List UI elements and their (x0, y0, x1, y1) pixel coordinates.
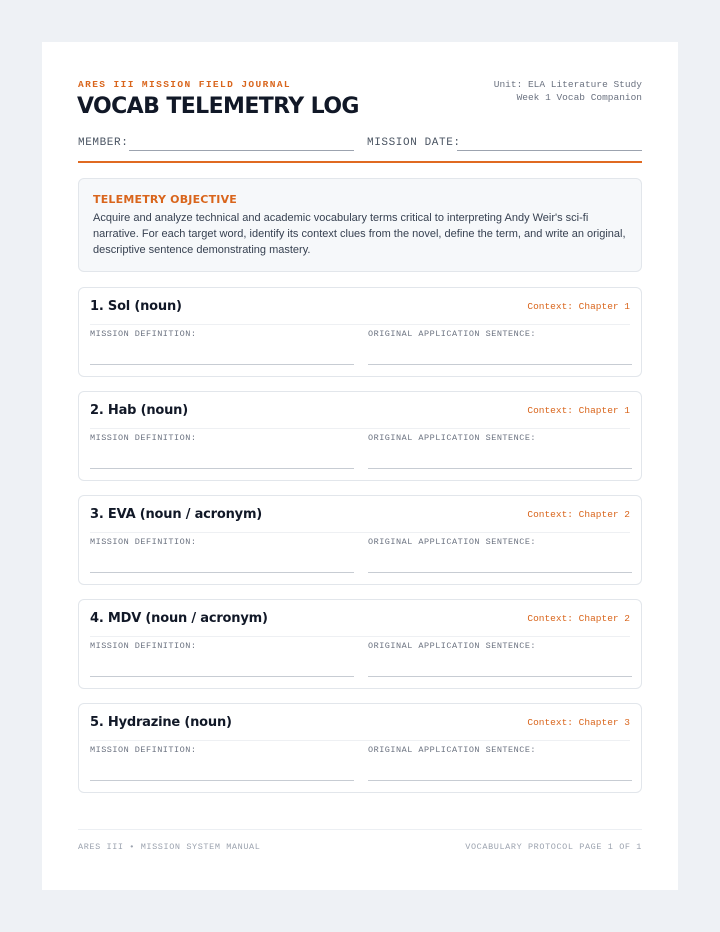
sentence-answer-line[interactable] (368, 676, 632, 677)
definition-answer-line[interactable] (90, 364, 354, 365)
context-chapter: Context: Chapter 1 (527, 301, 630, 312)
definition-answer-line[interactable] (90, 572, 354, 573)
vocab-card (78, 391, 642, 481)
unit-line: Unit: ELA Literature Study (493, 79, 642, 90)
vocab-card-header (90, 288, 630, 325)
worksheet-page (42, 42, 678, 890)
journal-kicker: ARES III MISSION FIELD JOURNAL (78, 79, 292, 90)
definition-answer-line[interactable] (90, 780, 354, 781)
definition-label: MISSION DEFINITION: (90, 329, 197, 339)
mission-date-field[interactable] (457, 150, 642, 151)
context-chapter: Context: Chapter 2 (527, 613, 630, 624)
unit-info (494, 78, 642, 104)
footer-manual-label: ARES III • MISSION SYSTEM MANUAL (78, 842, 261, 852)
page-title: VOCAB TELEMETRY LOG (77, 94, 359, 119)
context-chapter: Context: Chapter 3 (527, 717, 630, 728)
sentence-answer-line[interactable] (368, 780, 632, 781)
definition-label: MISSION DEFINITION: (90, 745, 197, 755)
member-label: MEMBER: (78, 137, 129, 149)
member-field[interactable] (129, 150, 354, 151)
definition-label: MISSION DEFINITION: (90, 433, 197, 443)
vocab-card-header (90, 600, 630, 637)
header-divider (78, 161, 642, 163)
vocab-card (78, 287, 642, 377)
definition-label: MISSION DEFINITION: (90, 537, 197, 547)
sentence-label: ORIGINAL APPLICATION SENTENCE: (368, 329, 537, 339)
vocab-card-header (90, 392, 630, 429)
vocab-card (78, 599, 642, 689)
week-line: Week 1 Vocab Companion (516, 92, 642, 103)
footer-page-label: VOCABULARY PROTOCOL PAGE 1 OF 1 (465, 842, 642, 852)
context-chapter: Context: Chapter 2 (527, 509, 630, 520)
footer-divider (78, 829, 642, 830)
sentence-label: ORIGINAL APPLICATION SENTENCE: (368, 641, 537, 651)
member-date-row (78, 136, 642, 156)
sentence-answer-line[interactable] (368, 364, 632, 365)
definition-label: MISSION DEFINITION: (90, 641, 197, 651)
sentence-answer-line[interactable] (368, 468, 632, 469)
definition-answer-line[interactable] (90, 468, 354, 469)
context-chapter: Context: Chapter 1 (527, 405, 630, 416)
vocab-term: 3. EVA (noun / acronym) (90, 507, 263, 522)
sentence-answer-line[interactable] (368, 572, 632, 573)
sentence-label: ORIGINAL APPLICATION SENTENCE: (368, 537, 537, 547)
vocab-term: 2. Hab (noun) (90, 403, 188, 418)
vocab-term: 5. Hydrazine (noun) (90, 715, 232, 730)
mission-date-label: MISSION DATE: (367, 137, 461, 149)
definition-answer-line[interactable] (90, 676, 354, 677)
vocab-card (78, 495, 642, 585)
sentence-label: ORIGINAL APPLICATION SENTENCE: (368, 433, 537, 443)
sentence-label: ORIGINAL APPLICATION SENTENCE: (368, 745, 537, 755)
vocab-card (78, 703, 642, 793)
objective-box (78, 178, 642, 272)
objective-heading: TELEMETRY OBJECTIVE (93, 193, 238, 206)
vocab-term: 1. Sol (noun) (90, 299, 182, 314)
objective-text: Acquire and analyze technical and academic vocabulary terms critical to interpreting Andy Weir's sci-fi narrative. For each target word, identify its context clues from the novel, define the term, and write an original, descriptive sentence demonstrating mastery. (93, 212, 626, 256)
vocab-term: 4. MDV (noun / acronym) (90, 611, 268, 626)
vocab-card-header (90, 704, 630, 741)
vocab-card-header (90, 496, 630, 533)
